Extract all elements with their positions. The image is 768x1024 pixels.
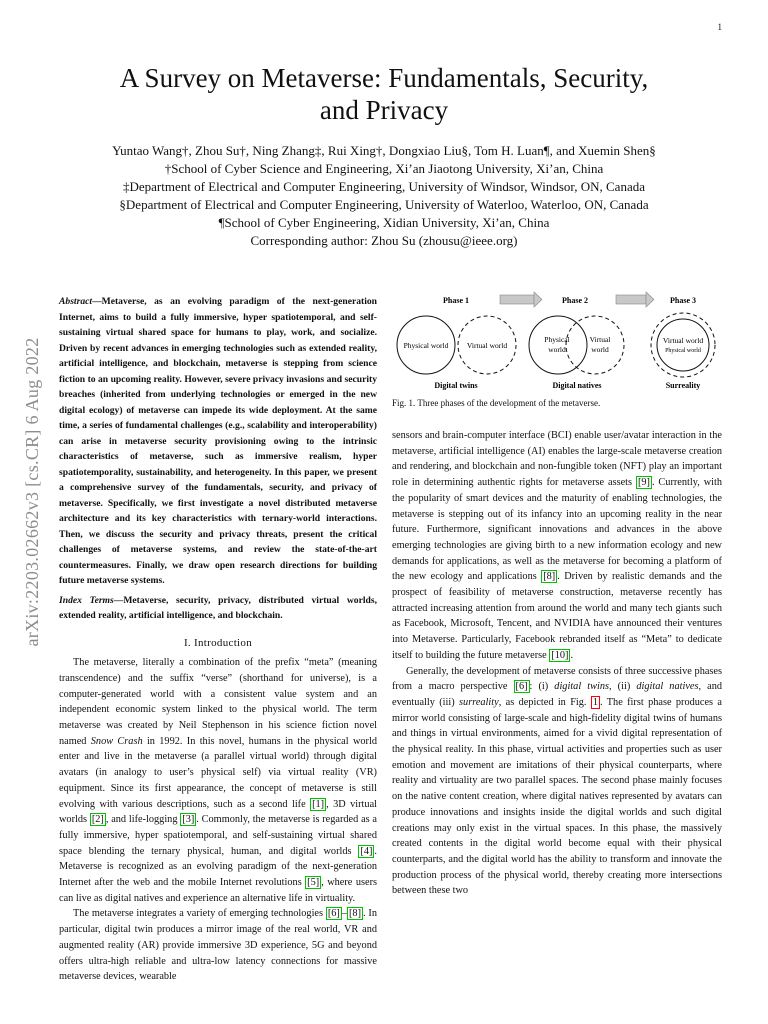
intro-paragraph-4: Generally, the development of metaverse consists of three successive phases from a macro perspective [6] : (i) digital twins, (ii) digital natives, and eventually (iii) surreality, as depicted in Fig. 1 . The first phase produces a mirror world consisting of large-scale and high-fidelity digital twins of humans and things in virtual environments, aimed for a vivid digital representation of the physical reality. In this phase, virtual activities and properties such as user emotion and movement are imitations of their physical counterparts, where reality and virtuality are two parallel spaces. The second phase mainly focuses on the native content creation, where digital natives represented by avatars can produce innovations and insights inside the digital worlds and such digital creations may only exist in the virtual spaces. In this phase, the massively created contents in the digital world become equal with their physical counterparts, and the digital world has the ability to transform and innovate the production process of the physical world, thereby creating more intersections between these two [392,665,723,897]
index-terms [59,593,377,624]
affiliation-4: ¶School of Cyber Engineering, Xidian University, Xi’an, China [218,215,550,230]
abstract-text: —Metaverse, as an evolving paradigm of the next-generation Internet, aims to build a fully immersive, hyper spatiotemporal, and self-sustaining virtual shared space for humans to play, work, and socialize. Driven by recent advances in emerging technologies such as extended reality, artificial intelligence, and blockchain, metaverse is stepping from science fiction to an upcoming reality. However, severe privacy invasions and security breaches (inherited from underlying technologies or emerged in the new digital ecology) of metaverse can impede its wide deployment. At the same time, a series of fundamental challenges (e.g., scalability and interoperability) can arise in metaverse security provisioning owing to the intrinsic characteristics of metaverse, such as immersive realism, hyper spatiotemporality, sustainability, and heterogeneity. In this paper, we present a comprehensive survey of the fundamentals, security, and privacy of metaverse. Specifically, we first investigate a novel distributed metaverse architecture and its key characteristics with ternary-world interactions. Then, we discuss the security and privacy threats, present the critical challenges of metaverse systems, and review the state-of-the-art countermeasures. Finally, we draw open research directions for building future metaverse systems. [59,296,377,586]
section-heading-introduction: I. Introduction [183,636,253,649]
left-column [59,294,377,985]
citation-link[interactable]: [10] [551,649,569,661]
phase-2-title: Phase 2 [562,296,588,305]
phase-1-label: Digital twins [434,381,478,390]
intro-paragraph-2: The metaverse integrates a variety of emerging technologies [6] – [8] . In particular, digital twin produces a mirror image of the real world, VR and augmented reality (AR) provide immersive 3D experience, 5G and beyond offers ultra-high reliable and ultra-low latency connections for massive metaverse devices, wearable [59,908,377,983]
phase-3-virtual-label: Virtual world [662,336,704,345]
index-terms-label: Index Terms [59,594,114,606]
citation-link[interactable]: [8] [543,571,556,583]
phase-1-physical-label: Physical world [403,341,449,350]
affiliation-1: †School of Cyber Science and Engineering, Xi’an Jiaotong University, Xi’an, China [164,161,604,176]
citation-link[interactable]: [2] [91,814,104,826]
citation-link[interactable]: [6] [515,681,528,693]
arxiv-stamp-text: arXiv:2203.02662v3 [cs.CR] 6 Aug 2022 [22,337,42,647]
author-block [60,142,708,250]
phase-1-title: Phase 1 [443,296,469,305]
citation-link[interactable]: [3] [182,814,195,826]
citation-link[interactable]: [8] [349,908,362,920]
intro-paragraph-1: The metaverse, literally a combination of the prefix “meta” (meaning transcendence) and the suffix “verse” (shorthand for universe), is a computer-generated world with a consistent value system and an independent economic system linked to the physical world. The term metaverse was created by Neil Stephenson in his science fiction novel named Snow Crash in 1992. In this novel, humans in the physical world enter and live in the metaverse (a parallel virtual world) through digital avatars (in analogy to user’s physical self) via virtual reality (VR) equipment. Since its first appearance, the concept of metaverse is still evolving with various descriptions, such as a second life [1] , 3D virtual worlds [2] , and life-logging [3] . Commonly, the metaverse is regarded as a fully immersive, hyper spatiotemporal, and self-sustaining virtual shared space blending the ternary physical, human, and digital worlds [4] . Metaverse is recognized as an evolving paradigm of the next-generation Internet after the web and the mobile Internet revolutions [5] , where users can live as digital natives and experience an alternative life in virtuality. [59,657,378,904]
citation-link[interactable]: [9] [637,477,650,489]
phase-3-outer-circle [651,313,715,377]
citation-link[interactable]: [6] [327,908,340,920]
phase-2-physical-label-1: Physical [544,335,570,344]
paper-title-line-2: and Privacy [319,95,449,125]
phase-2-label: Digital natives [552,381,602,390]
phase-1-virtual-label: Virtual world [466,341,508,350]
paper-title [60,62,708,126]
citation-link[interactable]: [4] [360,845,373,857]
author-names: Yuntao Wang†, Zhou Su†, Ning Zhang‡, Rui Xing†, Dongxiao Liu§, Tom H. Luan¶, and Xuemin Shen§ [112,143,656,158]
affiliation-3: §Department of Electrical and Computer Engineering, University of Waterloo, Waterloo, ON, Canada [119,197,649,212]
arrow-phase-1-to-2 [500,292,542,307]
abstract-label: Abstract [59,296,93,307]
figure-reference-link[interactable]: 1 [592,696,599,708]
intro-paragraph-3: sensors and brain-computer interface (BCI) enable user/avatar interaction in the metaverse, artificial intelligence (AI) enables the large-scale metaverse creation and rendering, and blockchain and non-fungible token (NFT) play an important role in determining authentic rights for metaverse assets [9] . Currently, with the popularity of smart devices and the maturity of enabling technologies, the metaverse is stepping out of its infancy into an upcoming reality in the near future. Furthermore, significant innovations and advances in the above emerging technologies are giving birth to a new information ecology and new demands for applications, as well as the metaverse for becoming a platform of the new ecology and applications [8] . Driven by realistic demands and the prospect of feasibility of metaverse construction, metaverse recently has attracted increasing attention from around the world and many tech giants such as Facebook, Microsoft, Tencent, and NVIDIA have announced their ventures into Metaverse. Particularly, Facebook rebranded itself as “Meta” to dedicate itself to building the future metaverse [10] . [392,430,723,661]
phase-3-title: Phase 3 [670,296,696,305]
index-terms-text: —Metaverse, security, privacy, distributed virtual worlds, extended reality, artificial intelligence, and blockchain. [59,594,377,621]
citation-link[interactable]: [1] [312,798,325,810]
phase-2-virtual-label-1: Virtual [589,335,611,344]
phase-3-label: Surreality [665,381,701,390]
figure-1-diagram [392,290,722,400]
affiliation-2: ‡Department of Electrical and Computer Engineering, University of Windsor, Windsor, ON, Canada [123,179,645,194]
paper-title-line-1: A Survey on Metaverse: Fundamentals, Security, [119,63,649,93]
arrow-phase-2-to-3 [616,292,654,307]
page-number: 1 [717,22,722,32]
phase-2-virtual-label-2: world [591,345,609,354]
right-column [392,428,722,899]
corresponding-author: Corresponding author: Zhou Su (zhousu@ieee.org) [250,233,518,248]
figure-1-caption: Fig. 1. Three phases of the development of the metaverse. [392,398,601,408]
abstract [59,294,377,589]
citation-link[interactable]: [5] [307,877,320,889]
phase-2-physical-label-2: world [548,345,566,354]
phase-3-inner-circle [657,319,709,371]
phase-3-physical-label: Physical world [665,348,701,354]
arxiv-stamp [22,272,42,712]
